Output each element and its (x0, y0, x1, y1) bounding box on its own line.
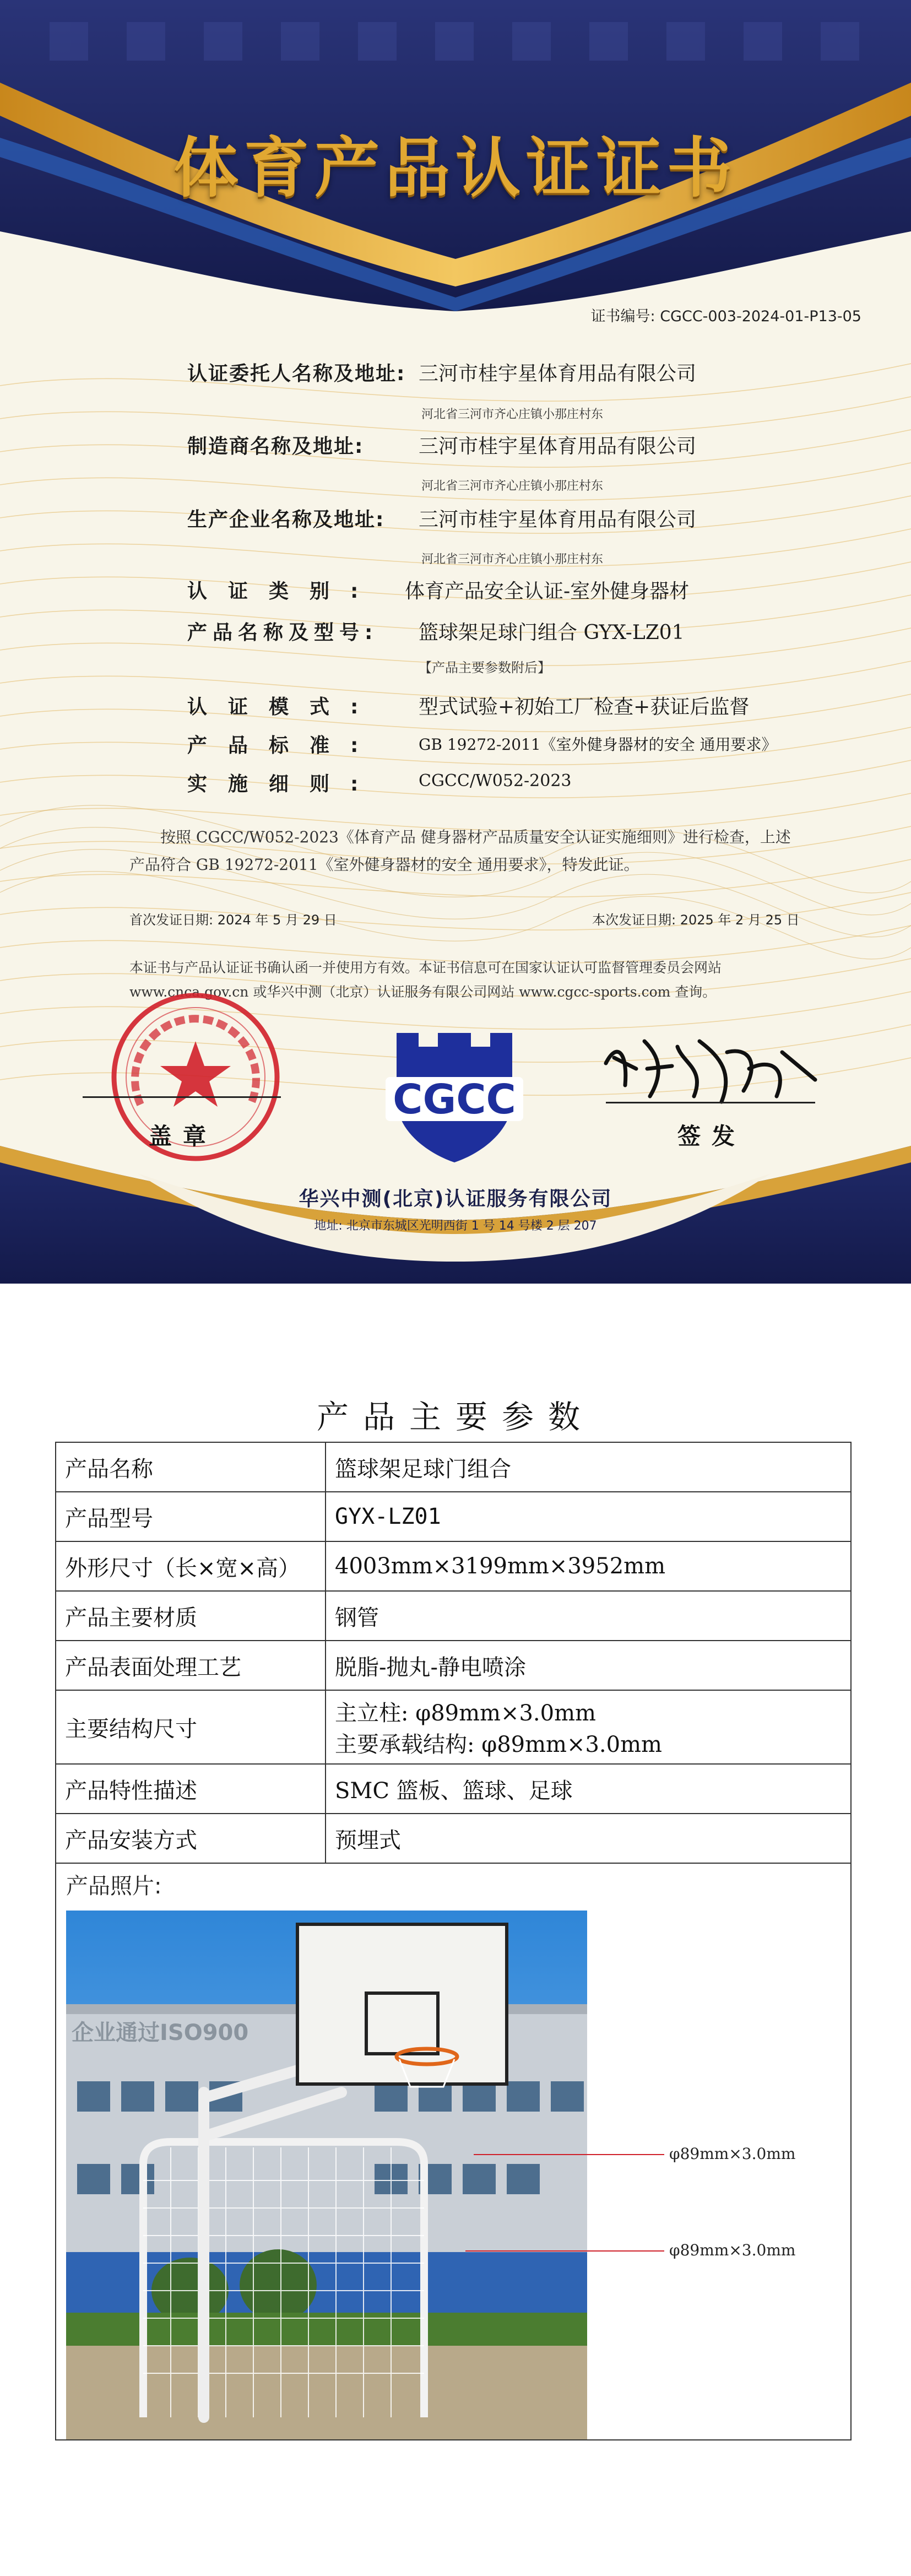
table-row (56, 1591, 851, 1641)
annotation-2: φ89mm×3.0mm (669, 2241, 796, 2259)
load-structure-spec: 主要承载结构: φ89mm×3.0mm (335, 1732, 662, 1757)
row-key: 主要结构尺寸 (56, 1690, 326, 1764)
row-value: GYX-LZ01 (326, 1492, 851, 1541)
seal-line (83, 1096, 281, 1098)
certificate-number: 证书编号: CGCC-003-2024-01-P13-05 (590, 308, 861, 325)
row-key: 产品特性描述 (56, 1764, 326, 1814)
producer-label: 生产企业名称及地址: (187, 508, 385, 531)
row-key: 产品名称 (56, 1442, 326, 1492)
certificate-title: 体育产品认证证书 (173, 130, 738, 206)
cert-type-value: 体育产品安全认证-室外健身器材 (405, 580, 690, 603)
product-label: 产品名称及型号: (187, 621, 378, 644)
table-row (56, 1442, 851, 1492)
row-key: 产品型号 (56, 1492, 326, 1541)
organization-address: 地址: 北京市东城区光明西街 1 号 14 号楼 2 层 207 (314, 1219, 597, 1233)
row-value: SMC 篮板、篮球、足球 (326, 1764, 851, 1814)
row-value (326, 1690, 851, 1764)
certificate-note: 本证书与产品认证证书确认函一并使用方有效。本证书信息可在国家认证认可监督管理委员会网站 www.cnca.gov.cn 或华兴中测（北京）认证服务有限公司网站 www.cgcc-sports.com 查询。 (129, 960, 722, 1000)
manufacturer-address: 河北省三河市齐心庄镇小那庄村东 (421, 479, 604, 493)
row-value: 4003mm×3199mm×3952mm (326, 1541, 851, 1591)
manufacturer-label: 制造商名称及地址: (187, 435, 364, 458)
table-row (56, 1764, 851, 1814)
parameter-table (55, 1442, 852, 1864)
row-key: 产品安装方式 (56, 1814, 326, 1863)
building-sign: 企业通过ISO900 (72, 2020, 249, 2045)
row-value: 预埋式 (326, 1814, 851, 1863)
table-row (56, 1814, 851, 1863)
certificate (0, 0, 911, 1284)
table-row (56, 1690, 851, 1764)
row-value: 脱脂-抛丸-静电喷涂 (326, 1641, 851, 1690)
first-issue-date: 首次发证日期: 2024 年 5 月 29 日 (129, 912, 337, 928)
producer-address: 河北省三河市齐心庄镇小那庄村东 (421, 553, 604, 566)
entrusting-party-label: 认证委托人名称及地址: (187, 362, 406, 385)
signature (595, 1019, 826, 1107)
manufacturer-value: 三河市桂宇星体育用品有限公司 (419, 435, 697, 458)
entrusting-party-address: 河北省三河市齐心庄镇小那庄村东 (421, 408, 604, 421)
row-value: 篮球架足球门组合 (326, 1442, 851, 1492)
cert-type-label: 认证类别: (187, 580, 379, 603)
rule-label: 实施细则: (187, 773, 379, 795)
row-key: 外形尺寸（长×宽×高） (56, 1541, 326, 1591)
table-row (56, 1492, 851, 1541)
producer-value: 三河市桂宇星体育用品有限公司 (419, 508, 697, 531)
product-value: 篮球架足球门组合 GYX-LZ01 (419, 621, 685, 644)
entrusting-party-value: 三河市桂宇星体育用品有限公司 (419, 362, 697, 385)
seal-label: 盖章 (149, 1123, 218, 1150)
main-column-spec: 主立柱: φ89mm×3.0mm (335, 1701, 596, 1726)
product-photo (66, 1911, 587, 2439)
annotation-arrow-2 (465, 2250, 664, 2252)
annotation-1: φ89mm×3.0mm (669, 2145, 796, 2163)
current-issue-date: 本次发证日期: 2025 年 2 月 25 日 (592, 912, 800, 928)
cert-mode-value: 型式试验+初始工厂检查+获证后监督 (419, 696, 750, 718)
parameter-sheet-title: 产品主要参数 (316, 1398, 594, 1436)
standard-value: GB 19272-2011《室外健身器材的安全 通用要求》 (419, 735, 777, 754)
rule-value: CGCC/W052-2023 (419, 771, 572, 791)
logo-text: CGCC (393, 1076, 516, 1123)
cert-mode-label: 认证模式: (187, 696, 379, 718)
table-row (56, 1641, 851, 1690)
organization-name: 华兴中测(北京)认证服务有限公司 (299, 1188, 612, 1210)
row-key: 产品主要材质 (56, 1591, 326, 1641)
table-row (56, 1541, 851, 1591)
row-value: 钢管 (326, 1591, 851, 1641)
certificate-statement: 按照 CGCC/W052-2023《体育产品 健身器材产品质量安全认证实施细则》进行检查，上述产品符合 GB 19272-2011《室外健身器材的安全 通用要求》，特发此证。 (129, 828, 791, 874)
issue-label: 签发 (677, 1123, 746, 1150)
photo-label: 产品照片: (66, 1874, 162, 1899)
annotation-arrow-1 (474, 2154, 664, 2155)
signature-line (606, 1102, 815, 1103)
row-key: 产品表面处理工艺 (56, 1641, 326, 1690)
standard-label: 产品标准: (187, 734, 379, 757)
product-note: 【产品主要参数附后】 (419, 660, 551, 675)
